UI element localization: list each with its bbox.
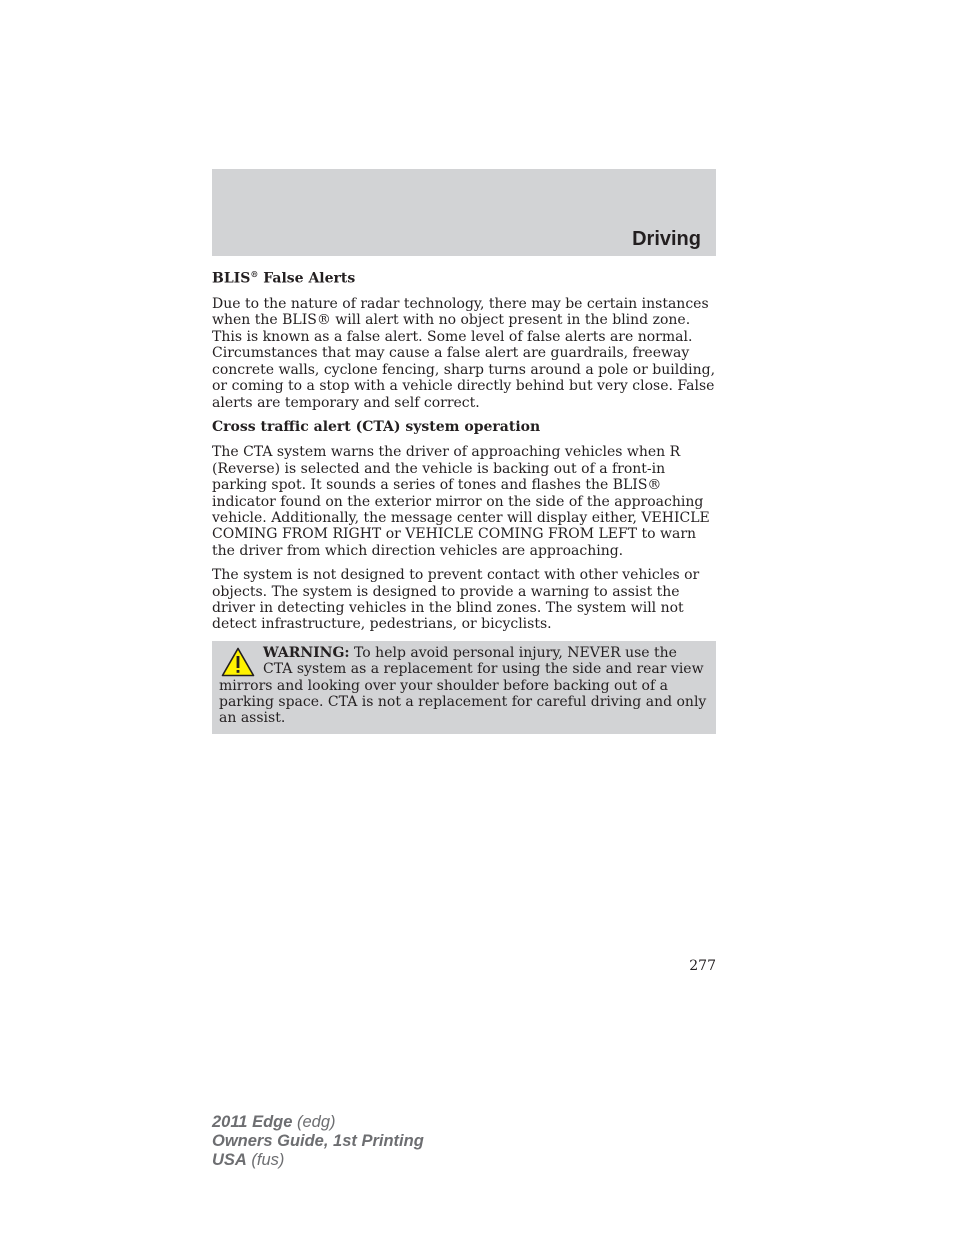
section-title: Driving xyxy=(632,228,701,250)
page-number: 277 xyxy=(689,958,716,974)
cta-heading: Cross traffic alert (CTA) system operation xyxy=(212,418,541,435)
blis-false-alerts-heading: BLIS® False Alerts xyxy=(212,269,356,287)
warning-triangle-icon xyxy=(221,647,255,677)
warning-text: To help avoid personal injury, NEVER use the CTA system as a replacement for using the side and rear view mirrors and looking over your shoulder before backing out of a parking space. CTA is not a replacement for careful driving and only an assist. xyxy=(219,644,707,727)
cta-paragraph-1: The CTA system warns the driver of approaching vehicles when R (Reverse) is selected and the vehicle is backing out of a front-in parking spot. It sounds a series of tones and flashes the BLIS® indicator found on the exterior mirror on the side of the approaching vehicle. Additionally, the message center will display either, VEHICLE COMING FROM RIGHT or VEHICLE COMING FROM LEFT to warn the driver from which direction vehicles are approaching. xyxy=(212,444,710,559)
warning-label: WARNING: xyxy=(263,644,350,661)
page-content xyxy=(212,266,716,734)
footer-line-2: Owners Guide, 1st Printing xyxy=(212,1132,424,1150)
footer-line-1: 2011 Edge (edg) xyxy=(212,1113,336,1131)
cta-paragraph-2: The system is not designed to prevent contact with other vehicles or objects. The system is designed to provide a warning to assist the driver in detecting vehicles in the blind zones. The system will not detect infrastructure, pedestrians, or bicyclists. xyxy=(212,567,700,633)
header-band xyxy=(212,169,716,256)
footer xyxy=(212,1113,424,1170)
false-alerts-paragraph: Due to the nature of radar technology, there may be certain instances when the BLIS® will alert with no object present in the blind zone. This is known as a false alert. Some level of false alerts are normal. Circumstances that may cause a false alert are guardrails, freeway concrete walls, cyclone fencing, sharp turns around a pole or building, or coming to a stop with a vehicle directly behind but very close. False alerts are temporary and self correct. xyxy=(212,296,716,411)
warning-box xyxy=(212,641,716,734)
footer-line-3: USA (fus) xyxy=(212,1151,285,1169)
